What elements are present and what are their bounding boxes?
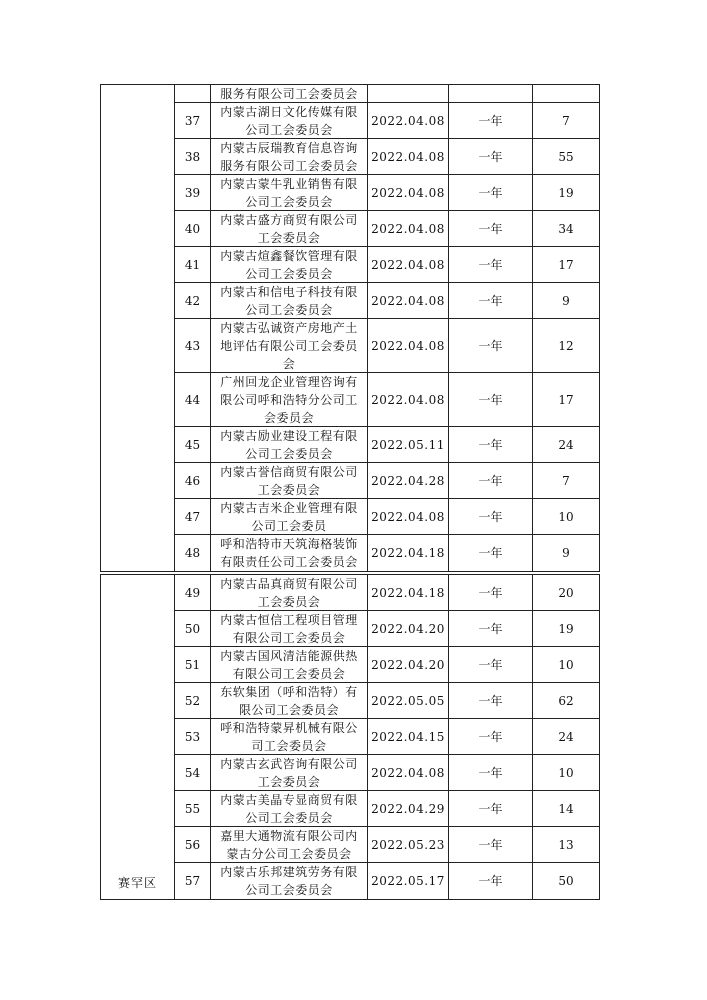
cell-organization-name: 广州回龙企业管理咨询有限公司呼和浩特分公司工会委员会	[211, 373, 368, 426]
cell-date: 2022.04.20	[368, 647, 449, 682]
cell-member-count: 19	[558, 621, 574, 636]
cell-member-count: 7	[562, 473, 570, 488]
table-row	[175, 499, 599, 535]
cell-term: 一年	[449, 283, 533, 318]
cell-index: 39	[175, 175, 211, 210]
table-section-1	[100, 84, 600, 572]
table-row	[175, 175, 599, 211]
cell-organization-name: 内蒙古恒信工程项目管理有限公司工会委员会	[211, 611, 368, 646]
table-row	[175, 535, 599, 571]
cell-organization-name: 内蒙古盛方商贸有限公司工会委员会	[211, 211, 368, 246]
cell-member-count: 12	[558, 338, 574, 353]
cell-organization-name: 呼和浩特蒙昇机械有限公司工会委员会	[211, 719, 368, 754]
cell-index: 37	[175, 103, 211, 138]
cell-member-count: 17	[558, 257, 574, 272]
cell-member-count: 20	[558, 585, 574, 600]
cell-date	[368, 85, 449, 102]
table-row	[175, 139, 599, 175]
cell-index: 57	[175, 863, 211, 899]
cell-date: 2022.04.29	[368, 791, 449, 826]
cell-member-count: 62	[558, 693, 574, 708]
cell-term: 一年	[449, 719, 533, 754]
cell-term: 一年	[449, 247, 533, 282]
cell-date: 2022.04.08	[368, 373, 449, 426]
table-row	[175, 463, 599, 499]
cell-organization-name: 内蒙古品真商贸有限公司工会委员会	[211, 575, 368, 610]
cell-date: 2022.04.08	[368, 247, 449, 282]
cell-member-count: 10	[558, 765, 574, 780]
cell-index: 47	[175, 499, 211, 534]
cell-term: 一年	[449, 373, 533, 426]
cell-member-count: 24	[558, 437, 574, 452]
table-rows	[175, 85, 599, 571]
cell-organization-name: 内蒙古湖日文化传媒有限公司工会委员会	[211, 103, 368, 138]
cell-term: 一年	[449, 863, 533, 899]
table-row	[175, 611, 599, 647]
cell-date: 2022.05.05	[368, 683, 449, 718]
cell-date: 2022.04.08	[368, 103, 449, 138]
cell-index: 43	[175, 319, 211, 372]
cell-organization-name: 内蒙古励业建设工程有限公司工会委员会	[211, 427, 368, 462]
cell-date: 2022.04.08	[368, 319, 449, 372]
cell-member-count: 10	[558, 509, 574, 524]
cell-organization-name: 内蒙古煊鑫餐饮管理有限公司工会委员会	[211, 247, 368, 282]
cell-organization-name: 东软集团（呼和浩特）有限公司工会委员会	[211, 683, 368, 718]
district-cell	[101, 85, 175, 571]
cell-date: 2022.04.20	[368, 611, 449, 646]
cell-member-count: 13	[558, 837, 574, 852]
cell-index: 44	[175, 373, 211, 426]
cell-member-count: 9	[562, 293, 570, 308]
cell-index: 38	[175, 139, 211, 174]
union-registration-table	[100, 84, 600, 900]
cell-index: 51	[175, 647, 211, 682]
table-row	[175, 755, 599, 791]
cell-date: 2022.04.18	[368, 535, 449, 571]
cell-date: 2022.04.08	[368, 175, 449, 210]
cell-term: 一年	[449, 427, 533, 462]
cell-term: 一年	[449, 647, 533, 682]
cell-member-count: 17	[558, 392, 574, 407]
cell-term: 一年	[449, 319, 533, 372]
table-row	[175, 791, 599, 827]
cell-organization-name: 内蒙古美晶专显商贸有限公司工会委员会	[211, 791, 368, 826]
cell-index: 54	[175, 755, 211, 790]
cell-index: 53	[175, 719, 211, 754]
cell-organization-name: 内蒙古乐邦建筑劳务有限公司工会委员会	[211, 863, 368, 899]
cell-index: 40	[175, 211, 211, 246]
cell-index: 55	[175, 791, 211, 826]
cell-date: 2022.05.23	[368, 827, 449, 862]
cell-term: 一年	[449, 175, 533, 210]
table-row	[175, 575, 599, 611]
cell-index: 41	[175, 247, 211, 282]
cell-index: 50	[175, 611, 211, 646]
cell-member-count: 10	[558, 657, 574, 672]
cell-term: 一年	[449, 103, 533, 138]
cell-index: 56	[175, 827, 211, 862]
cell-member-count: 19	[558, 185, 574, 200]
cell-member-count	[533, 85, 599, 102]
cell-term: 一年	[449, 211, 533, 246]
cell-organization-name: 内蒙古誉信商贸有限公司工会委员会	[211, 463, 368, 498]
cell-member-count: 55	[558, 149, 574, 164]
cell-organization-name: 内蒙古蒙牛乳业销售有限公司工会委员会	[211, 175, 368, 210]
cell-term: 一年	[449, 575, 533, 610]
table-row	[175, 427, 599, 463]
cell-date: 2022.04.08	[368, 755, 449, 790]
table-row	[175, 319, 599, 373]
table-row	[175, 827, 599, 863]
cell-member-count: 9	[562, 546, 570, 560]
cell-organization-name: 内蒙古辰瑞教育信息咨询服务有限公司工会委员会	[211, 139, 368, 174]
district-cell: 赛罕区	[101, 575, 175, 899]
cell-organization-name: 内蒙古玄武咨询有限公司工会委员会	[211, 755, 368, 790]
cell-organization-name: 内蒙古弘诚资产房地产土地评估有限公司工会委员会	[211, 319, 368, 372]
cell-term: 一年	[449, 791, 533, 826]
table-row	[175, 373, 599, 427]
cell-date: 2022.05.17	[368, 863, 449, 899]
cell-date: 2022.04.08	[368, 211, 449, 246]
cell-index	[175, 85, 211, 102]
cell-date: 2022.04.15	[368, 719, 449, 754]
cell-member-count: 34	[558, 221, 574, 236]
cell-organization-name: 内蒙古和信电子科技有限公司工会委员会	[211, 283, 368, 318]
cell-organization-name: 嘉里大通物流有限公司内蒙古分公司工会委员会	[211, 827, 368, 862]
cell-date: 2022.04.28	[368, 463, 449, 498]
table-row	[175, 103, 599, 139]
cell-index: 46	[175, 463, 211, 498]
cell-term	[449, 85, 533, 102]
cell-member-count: 50	[558, 874, 574, 888]
cell-term: 一年	[449, 139, 533, 174]
cell-member-count: 14	[558, 801, 574, 816]
cell-term: 一年	[449, 683, 533, 718]
cell-index: 52	[175, 683, 211, 718]
cell-index: 48	[175, 535, 211, 571]
cell-date: 2022.05.11	[368, 427, 449, 462]
cell-term: 一年	[449, 827, 533, 862]
cell-term: 一年	[449, 463, 533, 498]
cell-member-count: 24	[558, 729, 574, 744]
table-row	[175, 85, 599, 103]
cell-term: 一年	[449, 755, 533, 790]
cell-date: 2022.04.08	[368, 499, 449, 534]
cell-index: 45	[175, 427, 211, 462]
table-rows	[175, 575, 599, 899]
cell-term: 一年	[449, 535, 533, 571]
table-row	[175, 683, 599, 719]
cell-member-count: 7	[562, 113, 570, 128]
cell-term: 一年	[449, 499, 533, 534]
table-section-2	[100, 574, 600, 900]
cell-organization-name: 服务有限公司工会委员会	[211, 85, 368, 102]
cell-organization-name: 内蒙古国风清洁能源供热有限公司工会委员会	[211, 647, 368, 682]
table-row	[175, 211, 599, 247]
table-row	[175, 283, 599, 319]
table-row	[175, 647, 599, 683]
table-row	[175, 247, 599, 283]
cell-date: 2022.04.08	[368, 283, 449, 318]
table-row	[175, 719, 599, 755]
cell-date: 2022.04.18	[368, 575, 449, 610]
cell-organization-name: 内蒙古吉米企业管理有限公司工会委员	[211, 499, 368, 534]
cell-index: 42	[175, 283, 211, 318]
cell-date: 2022.04.08	[368, 139, 449, 174]
cell-organization-name: 呼和浩特市天筑海格装饰有限责任公司工会委员会	[211, 535, 368, 571]
table-row	[175, 863, 599, 899]
cell-index: 49	[175, 575, 211, 610]
cell-term: 一年	[449, 611, 533, 646]
